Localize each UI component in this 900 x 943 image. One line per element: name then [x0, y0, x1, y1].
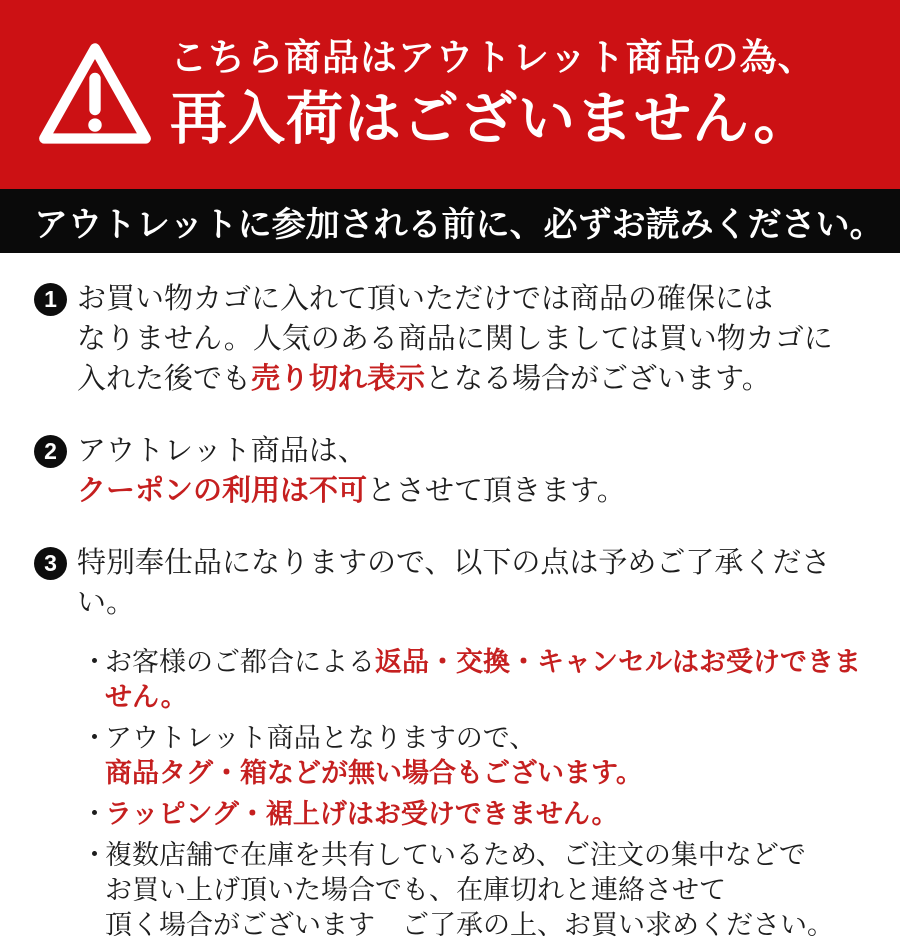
notice-bar-text: アウトレットに参加される前に、必ずお読みください。	[34, 205, 884, 244]
bullet-marker: ・	[81, 647, 108, 677]
section-3-special-item-notice	[34, 543, 882, 943]
notice-body	[0, 253, 900, 943]
section-1-line-2: なりません。人気のある商品に関しましては買い物カゴに	[77, 323, 833, 355]
banner-line-1: こちら商品はアウトレット商品の為、	[170, 37, 816, 79]
banner-line-2: 再入荷はございません。	[170, 87, 812, 151]
section-2-line-1: アウトレット商品は、	[77, 435, 367, 467]
outlet-warning-banner	[0, 0, 900, 189]
shared-stock-line-3: 頂く場合がございます ご了承の上、お買い求めください。	[105, 910, 834, 940]
bullet-no-wrapping	[81, 797, 882, 832]
banner-text	[170, 38, 816, 150]
warning-triangle-icon	[36, 39, 154, 154]
section-2-line-2: クーポンの利用は不可とさせて頂きます。	[77, 475, 626, 507]
section-3-heading: 特別奉仕品になりますので、以下の点は予めご了承ください。	[77, 547, 831, 619]
bullet-no-returns: ・ お客様のご都合による返品・交換・キャンセルはお受けできません。	[81, 647, 861, 712]
section-3-bullet-list	[81, 645, 882, 943]
sold-out-highlight: 売り切れ表示	[251, 363, 426, 395]
section-2-number-badge: 2	[34, 435, 67, 468]
no-returns-highlight: 返品・交換・キャンセルはお受けできません。	[105, 647, 861, 712]
no-wrapping-highlight: ラッピング・裾上げはお受けできません。	[105, 799, 619, 829]
section-1-line-3: 入れた後でも売り切れ表示となる場合がございます。	[77, 363, 771, 395]
section-1-number-badge: 1	[34, 283, 67, 316]
no-coupon-highlight: クーポンの利用は不可	[77, 475, 368, 507]
section-1-cart-notice	[34, 279, 882, 399]
section-2-coupon-notice	[34, 431, 882, 511]
section-3-number-badge: 3	[34, 547, 67, 580]
bullet-no-tags-box: ・ アウトレット商品となりますので、 商品タグ・箱などが無い場合もございます。	[81, 721, 882, 791]
bullet-shared-stock: ・ 複数店舗で在庫を共有しているため、ご注文の集中などで お買い上げ頂いた場合でも、在庫切れと連絡させて 頂く場合がございます ご了承の上、お買い求めください。	[81, 838, 882, 943]
section-1-line-1: お買い物カゴに入れて頂いただけでは商品の確保には	[77, 283, 774, 315]
bullet-marker: ・	[81, 723, 108, 753]
section-3-text	[77, 543, 882, 943]
bullet-marker: ・	[81, 840, 108, 870]
no-tags-box-highlight: 商品タグ・箱などが無い場合もございます。	[105, 758, 643, 788]
read-before-notice-bar	[0, 189, 900, 253]
bullet-marker: ・	[81, 799, 108, 829]
shared-stock-line-2: お買い上げ頂いた場合でも、在庫切れと連絡させて	[105, 875, 726, 905]
section-2-text	[77, 431, 626, 511]
section-1-text	[77, 279, 833, 399]
